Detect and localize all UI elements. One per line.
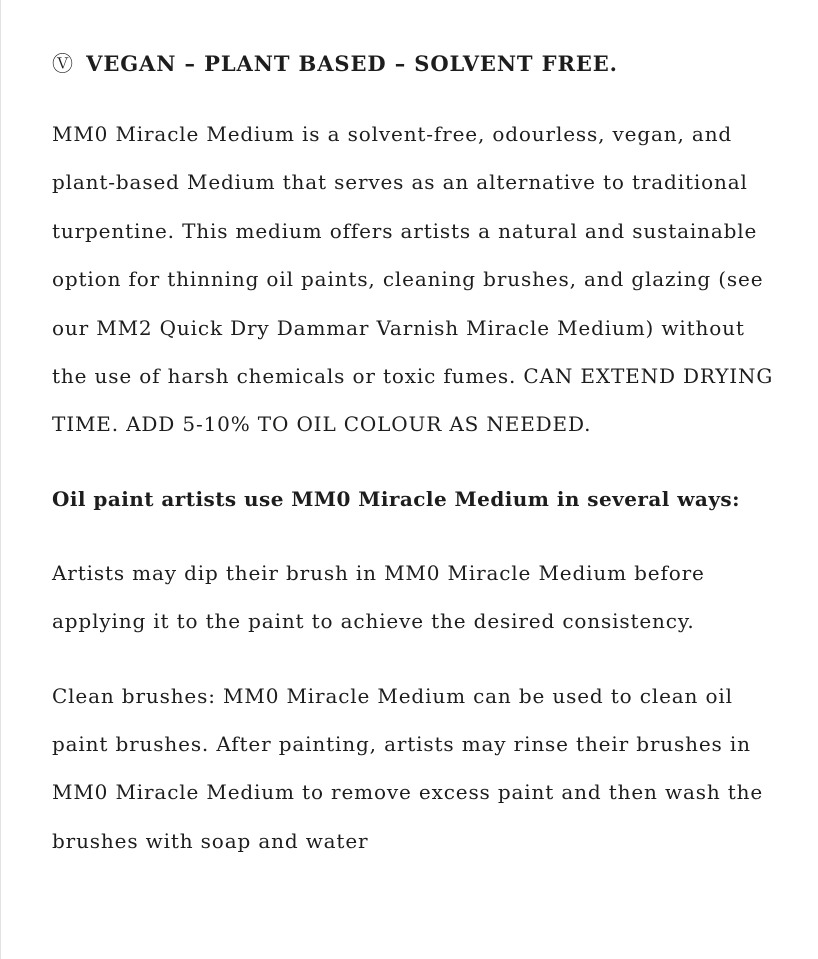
intro-paragraph: MM0 Miracle Medium is a solvent-free, odourless, vegan, and plant-based Medium that serves as an alternative to traditional turpentine. This medium offers artists a natural and sustainable option for thinning oil paints, cleaning brushes, and glazing (see our MM2 Quick Dry Dammar Varnish Miracle Medium) without the use of harsh chemicals or toxic fumes. CAN EXTEND DRYING TIME. ADD 5-10% TO OIL COLOUR AS NEEDED. xyxy=(52,122,774,437)
clean-brushes-paragraph: Clean brushes: MM0 Miracle Medium can be used to clean oil paint brushes. After painting, artists may rinse their brushes in MM0 Miracle Medium to remove excess paint and then wash the brushes with soap and water xyxy=(52,683,764,853)
product-description xyxy=(52,42,782,891)
page-left-border xyxy=(0,0,1,959)
section-heading-text: VEGAN – PLANT BASED – SOLVENT FREE. xyxy=(86,51,618,76)
section-heading xyxy=(52,42,782,86)
dip-brush-paragraph: Artists may dip their brush in MM0 Miracle Medium before applying it to the paint to achieve the desired consistency. xyxy=(52,560,705,634)
uses-heading: Oil paint artists use MM0 Miracle Medium in several ways: xyxy=(52,486,740,511)
vegan-icon: Ⓥ xyxy=(52,52,74,76)
